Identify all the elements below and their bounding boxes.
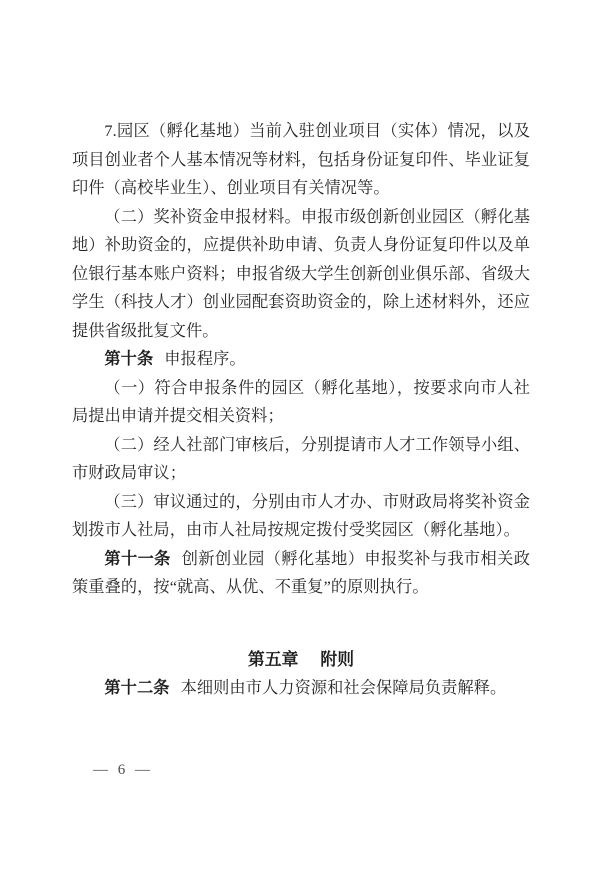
paragraph (72, 488, 530, 545)
paragraph (72, 431, 530, 488)
article-number: 第十条 (104, 350, 154, 368)
paragraph (72, 203, 530, 346)
chapter-title: 附则 (320, 649, 355, 669)
paragraph-text: （二）奖补资金申报材料。申报市级创新创业园区（孵化基地）补助资金的，应提供补助申请、负责人身份证复印件以及单位银行基本账户资料；申报省级大学生创新创业俱乐部、省级大学生（科技人才）创业园配套资助资金的，除上述材料外，还应提供省级批复文件。 (72, 207, 530, 340)
paragraph-text: 7.园区（孵化基地）当前入驻创业项目（实体）情况，以及项目创业者个人基本情况等材料，包括身份证复印件、毕业证复印件（高校毕业生）、创业项目有关情况等。 (72, 122, 530, 197)
paragraph (72, 117, 530, 203)
article-number: 第十一条 (104, 549, 171, 568)
paragraph-article-11 (72, 545, 530, 602)
paragraph-text: （二）经人社部门审核后，分别提请市人才工作领导小组、市财政局审议； (72, 435, 530, 482)
paragraph-text: 申报程序。 (164, 350, 246, 368)
paragraph-text: （三）审议通过的，分别由市人才办、市财政局将奖补资金划拨市人社局，由市人社局按规定拨付受奖园区（孵化基地）。 (72, 492, 530, 539)
chapter-number: 第五章 (247, 649, 299, 669)
paragraph-article-12 (72, 674, 530, 703)
chapter-heading (72, 646, 530, 675)
paragraph-text: 创新创业园（孵化基地）申报奖补与我市相关政策重叠的，按“就高、从优、不重复”的原则执行。 (72, 549, 530, 596)
paragraph-article-10 (72, 345, 530, 374)
document-body (72, 117, 530, 703)
paragraph (72, 374, 530, 431)
paragraph-text: （一）符合申报条件的园区（孵化基地），按要求向市人社局提出申请并提交相关资料； (72, 378, 530, 425)
page-number: — 6 — (93, 762, 153, 778)
article-number: 第十二条 (104, 679, 170, 697)
paragraph-text: 本细则由市人力资源和社会保障局负责解释。 (180, 679, 507, 697)
